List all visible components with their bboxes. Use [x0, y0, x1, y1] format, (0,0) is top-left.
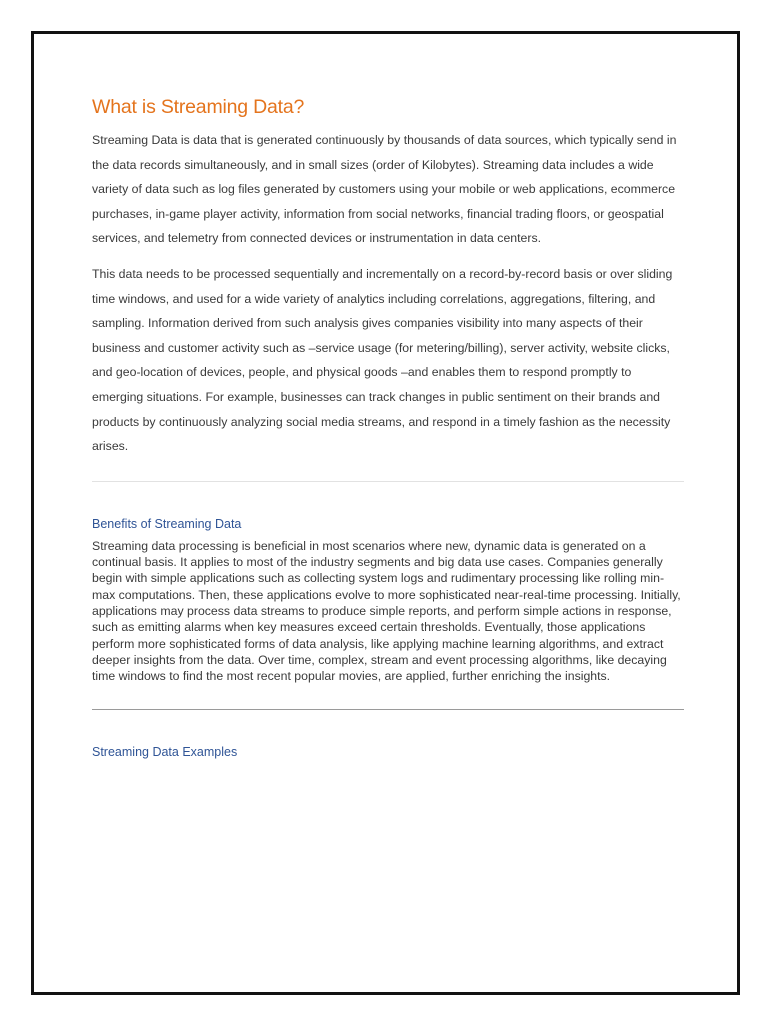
document-content [92, 94, 684, 761]
main-heading: What is Streaming Data? [92, 96, 305, 118]
analytics-paragraph: This data needs to be processed sequentially and incrementally on a record-by-record basis or over sliding time windows, and used for a wide variety of analytics including correlations, aggregations, filtering, and sampling. Information derived from such analysis gives companies visibility into many aspects of their business and customer activity such as –service usage (for metering/billing), server activity, website clicks, and geo-location of devices, people, and physical goods –and enables them to respond promptly to emerging situations. For example, businesses can track changes in public sentiment on their brands and products by continuously analyzing social media streams, and respond in a timely fashion as the necessity arises. [92, 266, 673, 454]
examples-heading: Streaming Data Examples [92, 745, 238, 760]
intro-paragraph: Streaming Data is data that is generated continuously by thousands of data sources, which typically send in the data records simultaneously, and in small sizes (order of Kilobytes). Streaming data includes a wide variety of data such as log files generated by customers using your mobile or web applications, ecommerce purchases, in-game player activity, information from social networks, financial trading floors, or geospatial services, and telemetry from connected devices or instrumentation in data centers. [92, 133, 677, 246]
benefits-paragraph: Streaming data processing is beneficial in most scenarios where new, dynamic data is generated on a continual basis. It applies to most of the industry segments and big data use cases. Companies generally begin with simple applications such as collecting system logs and rudimentary processing like rolling min-max computations. Then, these applications evolve to more sophisticated near-real-time processing. Initially, applications may process data streams to produce simple reports, and perform simple actions in response, such as emitting alarms when key measures exceed certain thresholds. Eventually, those applications perform more sophisticated forms of data analysis, like applying machine learning algorithms, and extract deeper insights from the data. Over time, complex, stream and event processing algorithms, like decaying time windows to find the most recent popular movies, are applied, further enriching the insights. [92, 538, 681, 684]
benefits-heading: Benefits of Streaming Data [92, 516, 242, 531]
section-divider-dark [92, 709, 684, 710]
section-divider-light [92, 481, 684, 482]
page-frame [31, 31, 740, 995]
